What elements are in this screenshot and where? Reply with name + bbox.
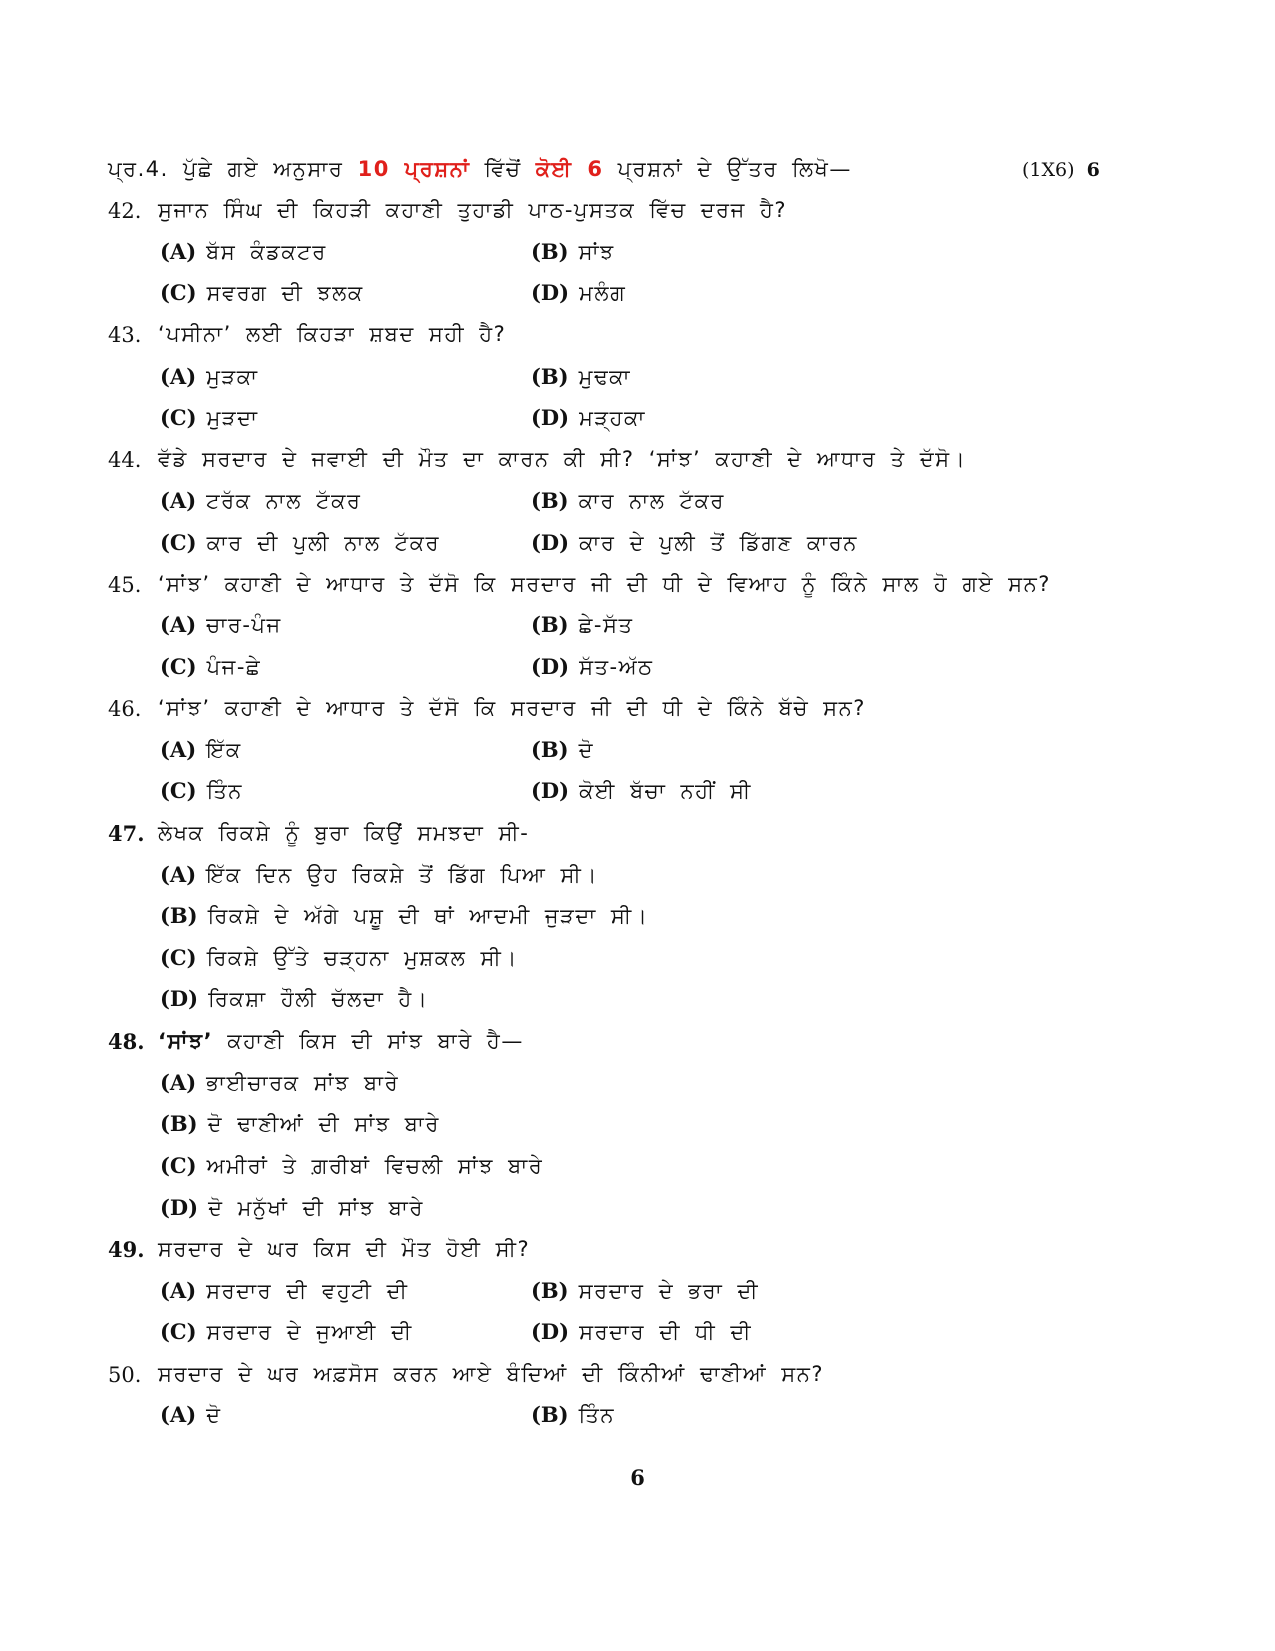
option-c [160,404,259,432]
option-a [160,736,242,764]
option-text: ਕਾਰ ਨਾਲ ਟੱਕਰ [578,489,725,513]
option-text: ਭਾਈਚਾਰਕ ਸਾਂਝ ਬਾਰੇ [206,1071,400,1095]
instruction-text-b: ਵਿੱਚੋਂ [484,157,522,181]
option-a [160,1069,399,1097]
option-label: (B) [531,737,569,762]
question-text: ਲੇਖਕ ਰਿਕਸ਼ੇ ਨੂੰ ਬੁਰਾ ਕਿਉਂ ਸਮਝਦਾ ਸੀ- [158,821,530,845]
question-text: ‘ਸਾਂਝ’ ਕਹਾਣੀ ਦੇ ਆਧਾਰ ਤੇ ਦੱਸੋ ਕਿ ਸਰਦਾਰ ਜੀ ਦੀ ਧੀ ਦੇ ਵਿਆਹ ਨੂੰ ਕਿੰਨੇ ਸਾਲ ਹੋ ਗਏ ਸਨ? [158,572,1051,596]
option-label: (D) [531,280,570,305]
option-text: ਦੋ ਢਾਣੀਆਂ ਦੀ ਸਾਂਝ ਬਾਰੇ [207,1112,440,1136]
option-text: ਮੁਢਕਾ [578,365,631,389]
option-text: ਸਰਦਾਰ ਦੇ ਜੁਆਈ ਦੀ [206,1320,413,1344]
option-label: (B) [160,1111,198,1136]
question-text-line [158,1027,524,1055]
option-label: (D) [531,405,570,430]
option-label: (A) [160,862,197,887]
option-label: (C) [160,1153,197,1178]
option-c [160,529,440,557]
option-text: ਦੋ [206,1403,222,1427]
option-d [531,653,653,681]
option-b [531,487,725,515]
question-number: 46. [108,697,142,721]
marks-formula: (1X6) [1022,159,1075,181]
option-text: ਮੁੜਕਾ [206,365,259,389]
option-text: ਰਿਕਸ਼ੇ ਦੇ ਅੱਗੇ ਪਸ਼ੂ ਦੀ ਥਾਂ ਆਦਮੀ ਜੁੜਦਾ ਸੀ। [207,904,649,928]
question-number: 47. [108,821,145,846]
option-text: ਸਾਂਝ [578,240,615,264]
option-d [531,279,626,307]
option-b [531,611,633,639]
option-text: ਛੇ-ਸੱਤ [578,613,634,637]
question-text: ਵੱਡੇ ਸਰਦਾਰ ਦੇ ਜਵਾਈ ਦੀ ਮੌਤ ਦਾ ਕਾਰਨ ਕੀ ਸੀ? ‘ਸਾਂਝ’ ਕਹਾਣੀ ਦੇ ਆਧਾਰ ਤੇ ਦੱਸੋ। [158,447,967,471]
question-number: 50. [108,1363,142,1387]
option-b [160,902,648,930]
option-d [160,985,428,1013]
question-number: 42. [108,199,142,223]
option-a [160,487,361,515]
option-label: (B) [531,1402,569,1427]
option-label: (A) [160,488,197,513]
option-c [160,653,261,681]
option-d [160,1194,424,1222]
question-text: ਸਰਦਾਰ ਦੇ ਘਰ ਅਫ਼ਸੋਸ ਕਰਨ ਆਏ ਬੰਦਿਆਂ ਦੀ ਕਿੰਨੀਆਂ ਢਾਣੀਆਂ ਸਨ? [158,1362,825,1386]
option-label: (B) [531,364,569,389]
story-title: ‘ਸਾਂਝ’ [158,1029,214,1053]
option-text: ਤਿੰਨ [578,1403,615,1427]
option-text: ਕਾਰ ਦੀ ਪੁਲੀ ਨਾਲ ਟੱਕਰ [206,531,441,555]
question-number: 48. [108,1029,145,1054]
question-text: ‘ਸਾਂਝ’ ਕਹਾਣੀ ਦੇ ਆਧਾਰ ਤੇ ਦੱਸੋ ਕਿ ਸਰਦਾਰ ਜੀ ਦੀ ਧੀ ਦੇ ਕਿੰਨੇ ਬੱਚੇ ਸਨ? [158,696,866,720]
question-number: 49. [108,1237,145,1262]
option-text: ਰਿਕਸ਼ੇ ਉੱਤੇ ਚੜ੍ਹਨਾ ਮੁਸ਼ਕਲ ਸੀ। [206,946,518,970]
option-label: (B) [531,488,569,513]
option-text: ਅਮੀਰਾਂ ਤੇ ਗ਼ਰੀਬਾਂ ਵਿਚਲੀ ਸਾਂਝ ਬਾਰੇ [206,1154,544,1178]
option-text: ਮੁੜਦਾ [206,406,259,430]
option-label: (C) [160,778,197,803]
option-text: ਕਾਰ ਦੇ ਪੁਲੀ ਤੋਂ ਡਿੱਗਣ ਕਾਰਨ [579,531,858,555]
option-d [531,529,858,557]
option-d [531,404,646,432]
option-label: (C) [160,945,197,970]
option-label: (C) [160,654,197,679]
question-text: ਕਹਾਣੀ ਕਿਸ ਦੀ ਸਾਂਝ ਬਾਰੇ ਹੈ— [227,1029,524,1053]
option-text: ਇੱਕ ਦਿਨ ਉਹ ਰਿਕਸ਼ੇ ਤੋਂ ਡਿੱਗ ਪਿਆ ਸੀ। [206,863,599,887]
option-a [160,1277,408,1305]
option-label: (B) [160,903,198,928]
question-number: 43. [108,323,142,347]
option-text: ਸੱਤ-ਅੱਠ [579,655,654,679]
option-c [160,279,364,307]
option-text: ਸਰਦਾਰ ਦੀ ਵਹੁਟੀ ਦੀ [206,1279,409,1303]
question-number: 44. [108,448,142,472]
option-label: (D) [531,530,570,555]
option-a [160,238,327,266]
option-b [160,1110,440,1138]
option-label: (C) [160,280,197,305]
question-text: ਸੁਜਾਨ ਸਿੰਘ ਦੀ ਕਿਹੜੀ ਕਹਾਣੀ ਤੁਹਾਡੀ ਪਾਠ-ਪੁਸਤਕ ਵਿੱਚ ਦਰਜ ਹੈ? [158,198,787,222]
option-text: ਦੋ [578,738,595,762]
option-text: ਤਿੰਨ [206,779,243,803]
option-text: ਸਰਦਾਰ ਦੇ ਭਰਾ ਦੀ [578,1279,760,1303]
marks-total: 6 [1086,159,1100,181]
option-a [160,861,598,889]
option-text: ਰਿਕਸ਼ਾ ਹੌਲੀ ਚੱਲਦਾ ਹੈ। [208,987,429,1011]
section-instruction [108,155,852,183]
option-label: (C) [160,530,197,555]
option-c [160,1318,413,1346]
option-text: ਬੱਸ ਕੰਡਕਟਰ [206,240,327,264]
instruction-count-total: 10 ਪ੍ਰਸ਼ਨਾਂ [357,157,471,181]
option-text: ਪੰਜ-ਛੇ [206,655,262,679]
option-label: (C) [160,405,197,430]
question-text: ‘ਪਸੀਨਾ’ ਲਈ ਕਿਹੜਾ ਸ਼ਬਦ ਸਹੀ ਹੈ? [158,322,507,346]
option-label: (D) [531,654,570,679]
option-label: (D) [160,1195,199,1220]
option-label: (A) [160,239,197,264]
option-text: ਸਰਦਾਰ ਦੀ ਧੀ ਦੀ [579,1320,753,1344]
option-label: (D) [531,778,570,803]
option-b [531,1401,615,1429]
option-text: ਮਲੰਗ [579,281,627,305]
option-b [531,1277,759,1305]
question-number: 45. [108,573,142,597]
option-a [160,363,259,391]
question-text: ਸਰਦਾਰ ਦੇ ਘਰ ਕਿਸ ਦੀ ਮੌਤ ਹੋਈ ਸੀ? [158,1237,531,1261]
option-text: ਕੋਈ ਬੱਚਾ ਨਹੀਂ ਸੀ [579,779,752,803]
option-label: (A) [160,737,197,762]
option-label: (A) [160,364,197,389]
instruction-count-any: ਕੋਈ 6 [535,157,604,181]
option-d [531,1318,752,1346]
option-b [531,736,594,764]
option-a [160,1401,222,1429]
option-label: (A) [160,1402,197,1427]
option-label: (B) [531,1278,569,1303]
option-text: ਚਾਰ-ਪੰਜ [206,613,282,637]
instruction-text-a: ਪੁੱਛੇ ਗਏ ਅਨੁਸਾਰ [182,157,344,181]
option-text: ਸਵਰਗ ਦੀ ਝਲਕ [206,281,364,305]
option-text: ਇੱਕ [206,738,242,762]
option-label: (A) [160,1070,197,1095]
option-label: (D) [531,1319,570,1344]
option-b [531,363,631,391]
option-label: (B) [531,239,569,264]
option-text: ਦੋ ਮਨੁੱਖਾਂ ਦੀ ਸਾਂਝ ਬਾਰੇ [208,1196,424,1220]
option-c [160,777,243,805]
section-prefix: ਪ੍ਰ.4. [108,157,169,181]
instruction-text-c: ਪ੍ਰਸ਼ਨਾਂ ਦੇ ਉੱਤਰ ਲਿਖੋ— [617,157,852,181]
option-b [531,238,615,266]
option-label: (D) [160,986,199,1011]
option-a [160,611,282,639]
option-label: (C) [160,1319,197,1344]
option-c [160,944,518,972]
option-label: (A) [160,612,197,637]
page-number: 6 [630,1465,645,1490]
section-marks [1022,156,1100,184]
option-label: (A) [160,1278,197,1303]
option-c [160,1152,543,1180]
option-label: (B) [531,612,569,637]
option-d [531,777,752,805]
option-text: ਮੜ੍ਹਕਾ [579,406,646,430]
option-text: ਟਰੱਕ ਨਾਲ ਟੱਕਰ [206,489,362,513]
